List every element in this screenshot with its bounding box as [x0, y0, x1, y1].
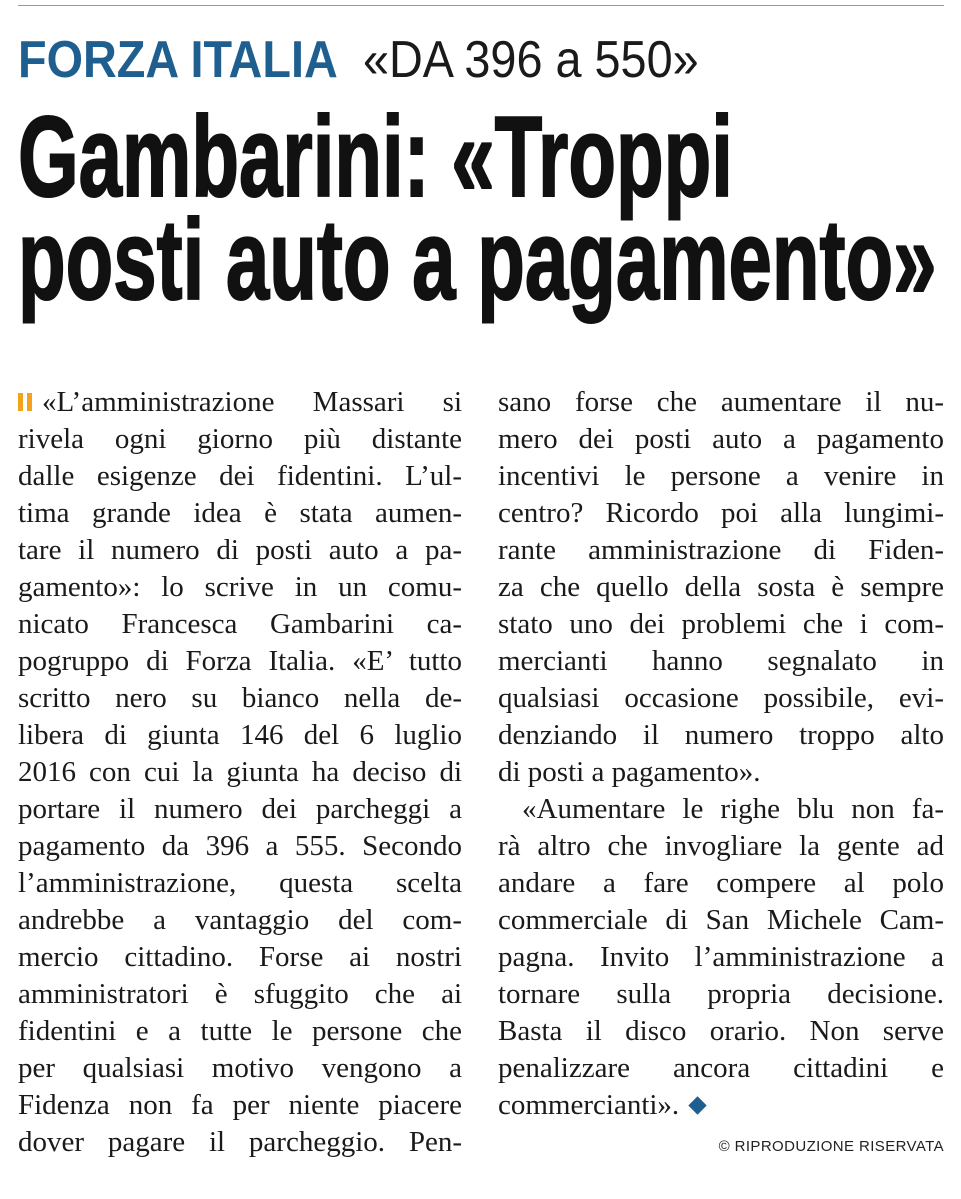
body-line: mercio cittadino. Forse ai nostri — [18, 941, 462, 973]
body-line: amministratori è sfuggito che ai — [18, 978, 462, 1010]
body-line: di posti a pagamento». — [498, 756, 761, 788]
body-line: dover pagare il parcheggio. Pen- — [18, 1126, 462, 1158]
body-line: nicato Francesca Gambarini ca- — [18, 608, 462, 640]
orange-bars-icon — [18, 393, 33, 411]
headline-line: Gambarini: «Troppi — [18, 94, 733, 221]
kicker — [18, 31, 699, 89]
body-line: Fidenza non fa per niente piacere — [18, 1089, 462, 1121]
marker-bar — [18, 393, 23, 411]
body-line: commerciale di San Michele Cam- — [498, 904, 944, 936]
body-line: libera di giunta 146 del 6 luglio — [18, 719, 462, 751]
body-line: andrebbe a vantaggio del com- — [18, 904, 462, 936]
body-line-final — [498, 1087, 944, 1124]
body-line: penalizzare ancora cittadini e — [498, 1052, 944, 1084]
copyright-notice: © RIPRODUZIONE RISERVATA — [718, 1138, 944, 1155]
body-line: za che quello della sosta è sempre — [498, 571, 944, 603]
body-line: tare il numero di posti auto a pa- — [18, 534, 462, 566]
body-line-text: commercianti». — [498, 1089, 680, 1121]
body-line: qualsiasi occasione possibile, evi- — [498, 682, 944, 714]
body-line: «Aumentare le righe blu non fa- — [522, 793, 944, 825]
body-column-right — [498, 384, 944, 1124]
body-line: rivela ogni giorno più distante — [18, 423, 462, 455]
body-line: mero dei posti auto a pagamento — [498, 423, 944, 455]
body-line: Basta il disco orario. Non serve — [498, 1015, 944, 1047]
section-label: FORZA ITALIA — [18, 31, 338, 89]
body-line: pagamento da 396 a 555. Secondo — [18, 830, 462, 862]
body-line: rante amministrazione di Fiden- — [498, 534, 944, 566]
body-line: incentivi le persone a venire in — [498, 460, 944, 492]
body-line: tornare sulla propria decisione. — [498, 978, 944, 1010]
kicker-quote: «DA 396 a 550» — [362, 31, 699, 89]
body-line: 2016 con cui la giunta ha deciso di — [18, 756, 462, 788]
body-line: portare il numero dei parcheggi a — [18, 793, 462, 825]
body-line: gamento»: lo scrive in un comu- — [18, 571, 462, 603]
body-line: denziando il numero troppo alto — [498, 719, 944, 751]
body-line: per qualsiasi motivo vengono a — [18, 1052, 462, 1084]
marker-bar — [27, 393, 32, 411]
top-rule — [18, 5, 944, 6]
body-line: l’amministrazione, questa scelta — [18, 867, 462, 899]
body-line: pogruppo di Forza Italia. «E’ tutto — [18, 645, 462, 677]
body-line: centro? Ricordo poi alla lungimi- — [498, 497, 944, 529]
body-line: mercianti hanno segnalato in — [498, 645, 944, 677]
body-line: «L’amministrazione Massari si — [42, 386, 462, 418]
body-line: scritto nero su bianco nella de- — [18, 682, 462, 714]
body-line: stato uno dei problemi che i com- — [498, 608, 944, 640]
headline-line: posti auto a pagamento» — [18, 197, 937, 324]
body-line: fidentini e a tutte le persone che — [18, 1015, 462, 1047]
body-line: andare a fare compere al polo — [498, 867, 944, 899]
diamond-icon — [688, 1096, 706, 1114]
body-line: rà altro che invogliare la gente ad — [498, 830, 944, 862]
body-line: tima grande idea è stata aumen- — [18, 497, 462, 529]
body-line: dalle esigenze dei fidentini. L’ul- — [18, 460, 462, 492]
body-column-left — [18, 384, 462, 1161]
body-line: sano forse che aumentare il nu- — [498, 386, 944, 418]
body-line: pagna. Invito l’amministrazione a — [498, 941, 944, 973]
